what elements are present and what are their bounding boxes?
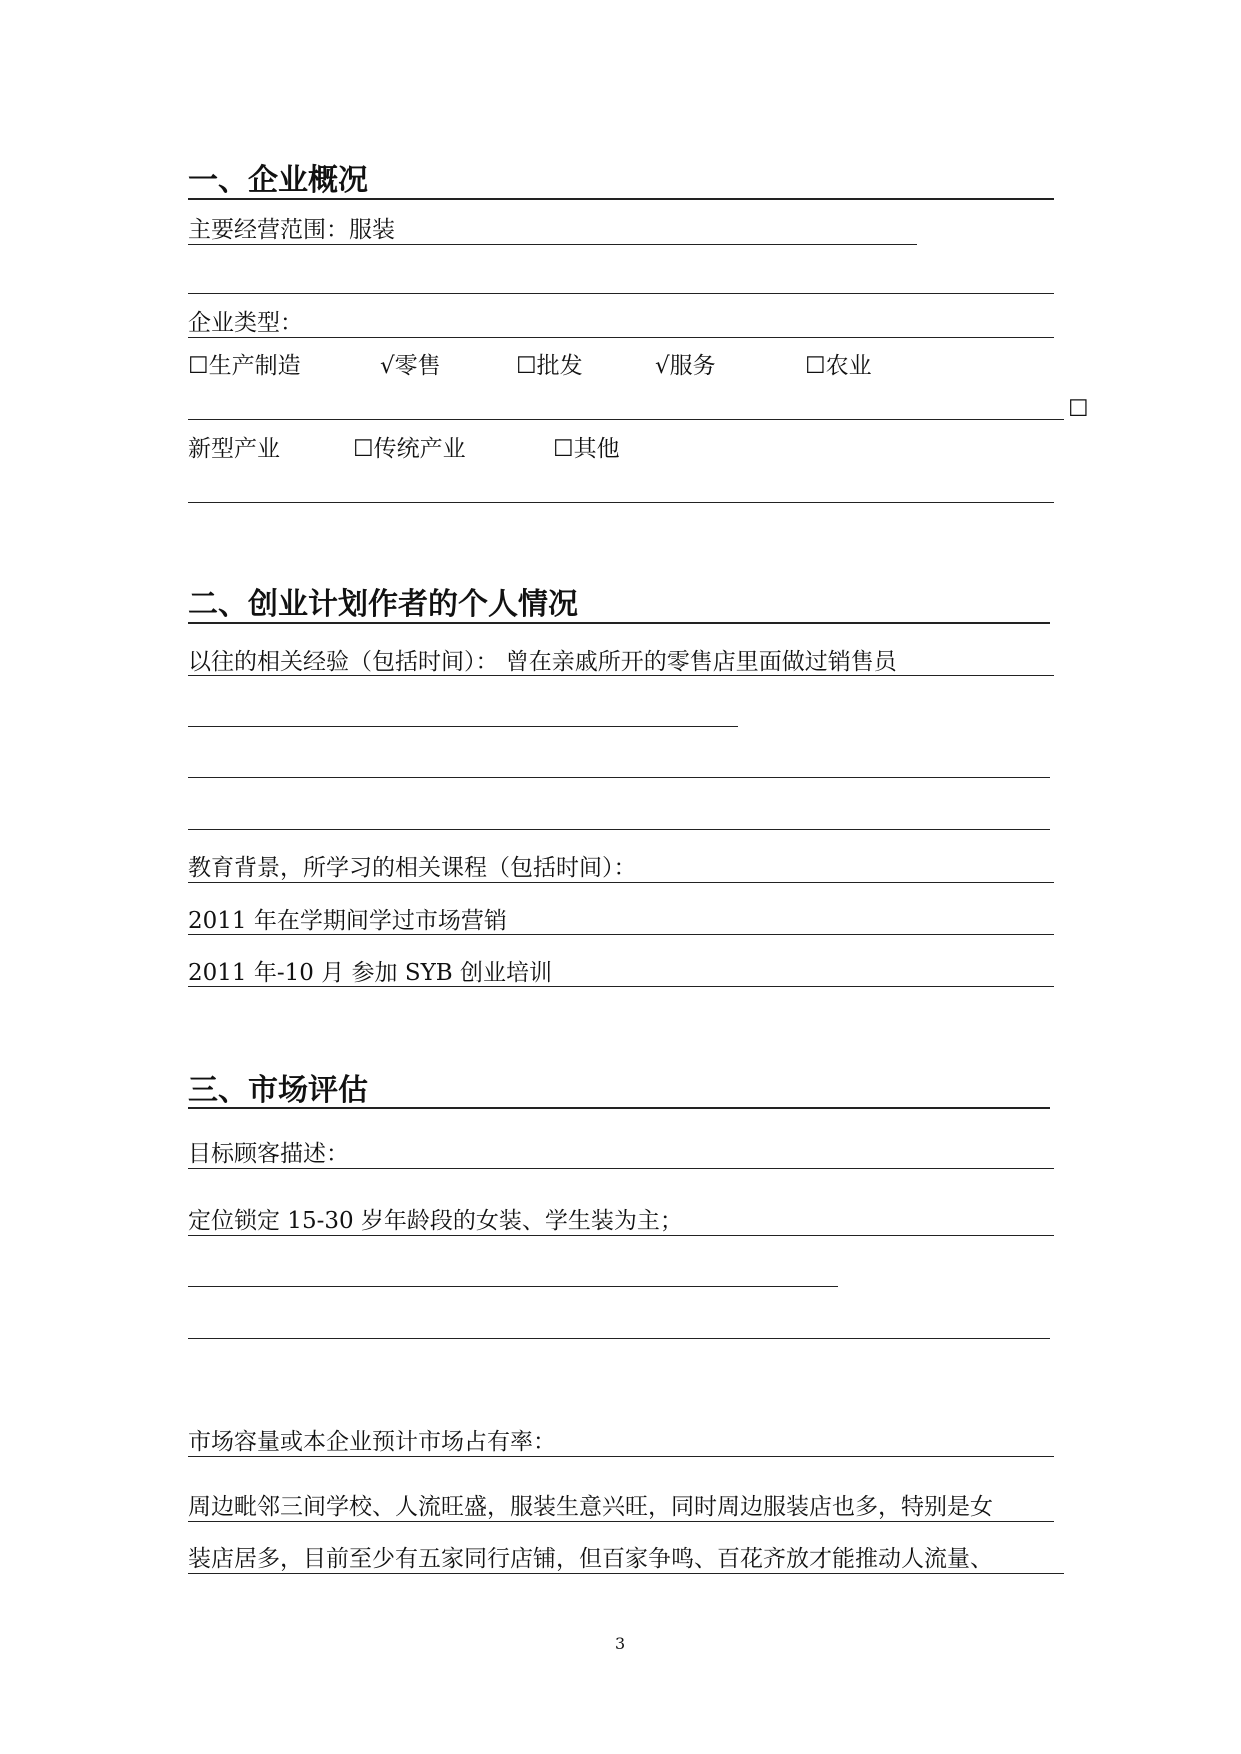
target-customer-desc: 定位锁定 15-30 岁年龄段的女装、学生装为主； (188, 1208, 683, 1234)
underline (188, 882, 1054, 883)
blank-line (188, 726, 738, 727)
checkbox-other[interactable]: ☐其他 (553, 436, 620, 462)
business-scope-field: 主要经营范围：服装 (188, 217, 395, 243)
checkbox-retail[interactable]: √零售 (380, 353, 441, 379)
target-customer-label: 目标顾客描述： (188, 1141, 349, 1167)
underline (188, 419, 1064, 420)
underline (188, 337, 1054, 338)
checkbox-new-industry[interactable]: ☐ (1068, 396, 1089, 422)
divider (188, 1107, 1050, 1109)
education-item: 2011 年-10 月 参加 SYB 创业培训 (188, 960, 552, 986)
checkbox-manufacturing[interactable]: ☐生产制造 (188, 353, 301, 379)
checkbox-agriculture[interactable]: ☐农业 (805, 353, 872, 379)
enterprise-type-label: 企业类型： (188, 310, 303, 336)
checkbox-traditional-industry[interactable]: ☐传统产业 (353, 436, 466, 462)
divider (188, 198, 1054, 200)
section-title-overview: 一、企业概况 (188, 163, 368, 198)
blank-line (188, 293, 1054, 294)
blank-line (188, 777, 1050, 778)
underline (188, 1456, 1054, 1457)
underline (188, 934, 1054, 935)
blank-line (188, 829, 1050, 830)
underline (188, 986, 1054, 987)
underline (188, 675, 1054, 676)
underline (188, 1168, 1054, 1169)
underline (188, 1235, 1054, 1236)
education-label: 教育背景，所学习的相关课程（包括时间）： (188, 855, 637, 881)
section-title-market: 三、市场评估 (188, 1073, 368, 1108)
underline (188, 1573, 1064, 1574)
divider (188, 622, 1050, 624)
page-number: 3 (615, 1634, 626, 1653)
underline (188, 1521, 1054, 1522)
market-capacity-text: 周边毗邻三间学校、人流旺盛，服装生意兴旺，同时周边服装店也多，特别是女 (188, 1494, 993, 1520)
underline (188, 244, 917, 245)
market-capacity-text: 装店居多，目前至少有五家同行店铺，但百家争鸣、百花齐放才能推动人流量、 (188, 1546, 993, 1572)
checkbox-service[interactable]: √服务 (655, 353, 716, 379)
market-capacity-label: 市场容量或本企业预计市场占有率： (188, 1429, 556, 1455)
experience-field: 以往的相关经验（包括时间）： 曾在亲戚所开的零售店里面做过销售员 (188, 649, 897, 675)
blank-line (188, 1286, 838, 1287)
section-title-author: 二、创业计划作者的个人情况 (188, 587, 578, 622)
education-item: 2011 年在学期间学过市场营销 (188, 908, 507, 934)
checkbox-wholesale[interactable]: ☐批发 (516, 353, 583, 379)
option-new-industry-label: 新型产业 (188, 436, 280, 462)
blank-line (188, 502, 1054, 503)
blank-line (188, 1338, 1050, 1339)
